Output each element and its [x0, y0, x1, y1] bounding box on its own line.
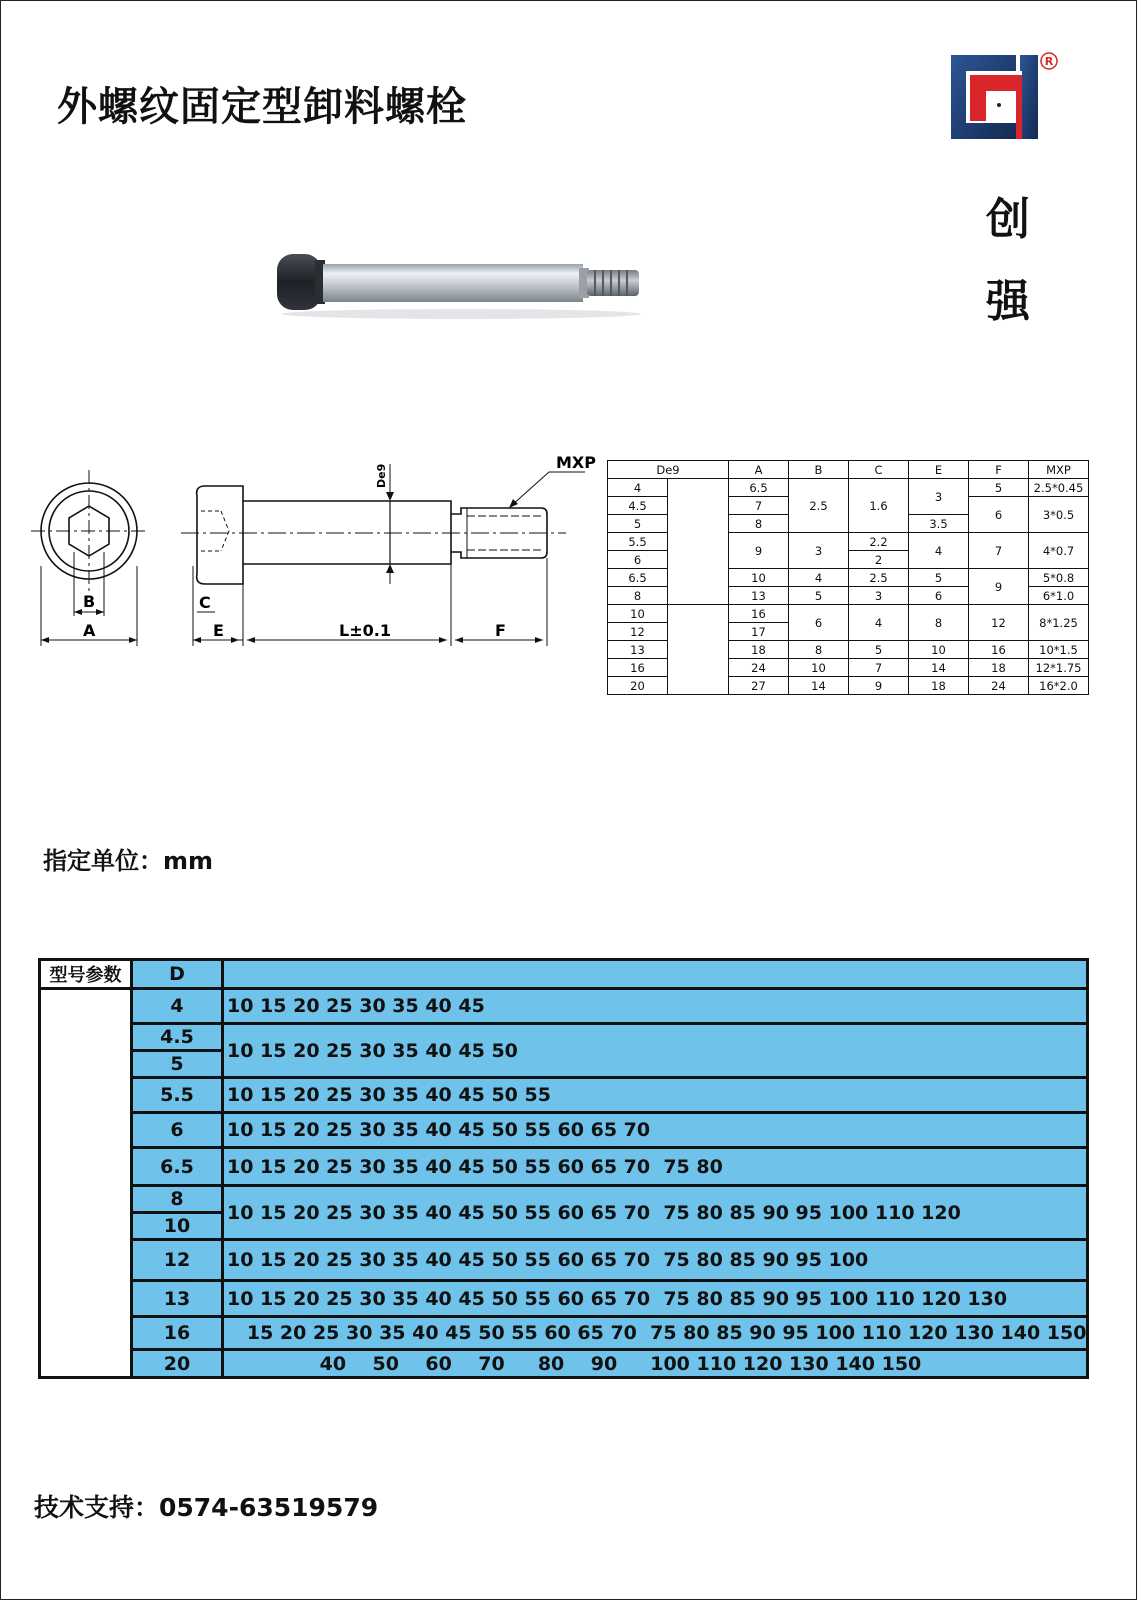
spec-cell: 8	[729, 515, 789, 533]
length-d-cell: 13	[132, 1281, 223, 1317]
spec-cell: 7	[969, 533, 1029, 569]
spec-cell: 6.5	[608, 569, 668, 587]
length-row	[40, 1240, 1088, 1281]
spec-cell: 3.5	[909, 515, 969, 533]
spec-cell: 24	[729, 659, 789, 677]
length-values-cell: 40 50 60 70 80 90 100 110 120 130 140 150	[223, 1350, 1088, 1378]
label-de9: De9	[375, 463, 388, 488]
spec-cell: 13	[729, 587, 789, 605]
length-d-cell: 10	[132, 1213, 223, 1240]
length-values-cell: 10 15 20 25 30 35 40 45 50 55 60 65 70 75 80 85 90 95 100	[223, 1240, 1088, 1281]
spec-cell: 2.2	[849, 533, 909, 551]
length-values-cell: 10 15 20 25 30 35 40 45 50	[223, 1024, 1088, 1078]
length-values-cell: 10 15 20 25 30 35 40 45 50 55 60 65 70 75 80	[223, 1148, 1088, 1186]
length-values-cell: 10 15 20 25 30 35 40 45 50 55 60 65 70 75 80 85 90 95 100 110 120 130	[223, 1281, 1088, 1317]
length-row	[40, 989, 1088, 1024]
spec-header-cell: C	[849, 461, 909, 479]
spec-cell: 16*2.0	[1029, 677, 1089, 695]
spec-cell: 27	[729, 677, 789, 695]
spec-cell: 8	[909, 605, 969, 641]
spec-cell-blank	[668, 479, 729, 605]
length-param-blank	[40, 989, 132, 1378]
spec-cell: 16	[608, 659, 668, 677]
spec-cell: 5	[909, 569, 969, 587]
length-table	[38, 958, 1089, 1379]
spec-cell: 16	[969, 641, 1029, 659]
length-d-cell: 8	[132, 1186, 223, 1213]
spec-cell: 9	[729, 533, 789, 569]
spec-cell: 5.5	[608, 533, 668, 551]
label-e: E	[213, 621, 224, 640]
length-d-cell: 4.5	[132, 1024, 223, 1051]
spec-cell: 9	[849, 677, 909, 695]
spec-cell: 5	[608, 515, 668, 533]
spec-cell-blank	[668, 605, 729, 695]
length-values-cell: 15 20 25 30 35 40 45 50 55 60 65 70 75 80 85 90 95 100 110 120 130 140 150	[223, 1317, 1088, 1350]
spec-cell: 6.5	[729, 479, 789, 497]
spec-cell: 12	[969, 605, 1029, 641]
spec-cell: 5	[789, 587, 849, 605]
spec-cell: 24	[969, 677, 1029, 695]
spec-cell: 13	[608, 641, 668, 659]
spec-cell: 6	[909, 587, 969, 605]
brand-char-1: 创	[986, 194, 1030, 245]
spec-cell: 2.5*0.45	[1029, 479, 1089, 497]
spec-cell: 4	[909, 533, 969, 569]
spec-cell: 16	[729, 605, 789, 623]
length-d-cell: 6	[132, 1113, 223, 1148]
spec-cell: 3	[789, 533, 849, 569]
spec-cell: 12*1.75	[1029, 659, 1089, 677]
length-d-cell: 4	[132, 989, 223, 1024]
spec-cell: 2.5	[849, 569, 909, 587]
spec-cell: 10	[789, 659, 849, 677]
length-row	[40, 1148, 1088, 1186]
label-f: F	[495, 621, 506, 640]
spec-header-cell: F	[969, 461, 1029, 479]
spec-cell: 4	[789, 569, 849, 587]
spec-cell: 2.5	[789, 479, 849, 533]
length-values-cell: 10 15 20 25 30 35 40 45 50 55 60 65 70	[223, 1113, 1088, 1148]
spec-cell: 4.5	[608, 497, 668, 515]
unit-label: 指定单位：mm	[43, 847, 214, 875]
spec-header-cell: B	[789, 461, 849, 479]
brand-logo	[946, 51, 1066, 151]
spec-cell: 4	[608, 479, 668, 497]
spec-cell: 1.6	[849, 479, 909, 533]
spec-cell: 8	[608, 587, 668, 605]
length-row	[40, 1350, 1088, 1378]
length-row	[40, 1317, 1088, 1350]
length-header-d: D	[132, 960, 223, 989]
label-a: A	[83, 621, 96, 640]
spec-cell: 7	[849, 659, 909, 677]
spec-cell: 10	[909, 641, 969, 659]
spec-cell: 5	[969, 479, 1029, 497]
spec-cell: 18	[729, 641, 789, 659]
spec-header-cell: MXP	[1029, 461, 1089, 479]
spec-cell: 4*0.7	[1029, 533, 1089, 569]
spec-cell: 12	[608, 623, 668, 641]
spec-cell: 3	[849, 587, 909, 605]
label-mxp: MXP	[556, 456, 596, 472]
length-values-cell: 10 15 20 25 30 35 40 45 50 55	[223, 1078, 1088, 1113]
spec-header-cell: E	[909, 461, 969, 479]
spec-cell: 8	[789, 641, 849, 659]
length-d-cell: 5	[132, 1051, 223, 1078]
length-d-cell: 5.5	[132, 1078, 223, 1113]
spec-cell: 6	[969, 497, 1029, 533]
length-header-param: 型号参数	[40, 960, 132, 989]
spec-cell: 3*0.5	[1029, 497, 1089, 533]
spec-cell: 17	[729, 623, 789, 641]
spec-cell: 2	[849, 551, 909, 569]
support-contact: 技术支持：0574-63519579	[34, 1493, 379, 1522]
spec-table	[607, 460, 1089, 695]
spec-cell: 14	[789, 677, 849, 695]
length-header-values	[223, 960, 1088, 989]
spec-cell: 9	[969, 569, 1029, 605]
spec-header-cell: A	[729, 461, 789, 479]
label-l: L±0.1	[339, 621, 391, 640]
label-b: B	[83, 592, 96, 611]
spec-cell: 5	[849, 641, 909, 659]
length-d-cell: 20	[132, 1350, 223, 1378]
length-d-cell: 12	[132, 1240, 223, 1281]
page-title: 外螺纹固定型卸料螺栓	[57, 84, 467, 130]
technical-drawing	[21, 456, 611, 666]
length-header-row	[40, 960, 1088, 989]
spec-cell: 10	[608, 605, 668, 623]
spec-cell: 4	[849, 605, 909, 641]
length-row	[40, 1186, 1088, 1213]
length-row	[40, 1078, 1088, 1113]
spec-cell: 6	[608, 551, 668, 569]
length-d-cell: 16	[132, 1317, 223, 1350]
spec-row	[608, 605, 1089, 623]
spec-cell: 6*1.0	[1029, 587, 1089, 605]
spec-cell: 10	[729, 569, 789, 587]
spec-cell: 7	[729, 497, 789, 515]
svg-text:R: R	[1044, 55, 1054, 68]
spec-cell: 3	[909, 479, 969, 515]
spec-header-row	[608, 461, 1089, 479]
label-c: C	[199, 593, 211, 612]
length-row	[40, 1281, 1088, 1317]
spec-header-cell: De9	[608, 461, 729, 479]
spec-cell: 18	[909, 677, 969, 695]
product-photo	[271, 246, 656, 326]
spec-cell: 6	[789, 605, 849, 641]
spec-cell: 20	[608, 677, 668, 695]
spec-cell: 18	[969, 659, 1029, 677]
length-values-cell: 10 15 20 25 30 35 40 45	[223, 989, 1088, 1024]
spec-cell: 8*1.25	[1029, 605, 1089, 641]
spec-cell: 14	[909, 659, 969, 677]
length-d-cell: 6.5	[132, 1148, 223, 1186]
spec-cell: 5*0.8	[1029, 569, 1089, 587]
spec-cell: 10*1.5	[1029, 641, 1089, 659]
length-row	[40, 1024, 1088, 1051]
length-values-cell: 10 15 20 25 30 35 40 45 50 55 60 65 70 75 80 85 90 95 100 110 120	[223, 1186, 1088, 1240]
brand-char-2: 强	[986, 276, 1030, 327]
spec-row	[608, 479, 1089, 497]
length-row	[40, 1113, 1088, 1148]
